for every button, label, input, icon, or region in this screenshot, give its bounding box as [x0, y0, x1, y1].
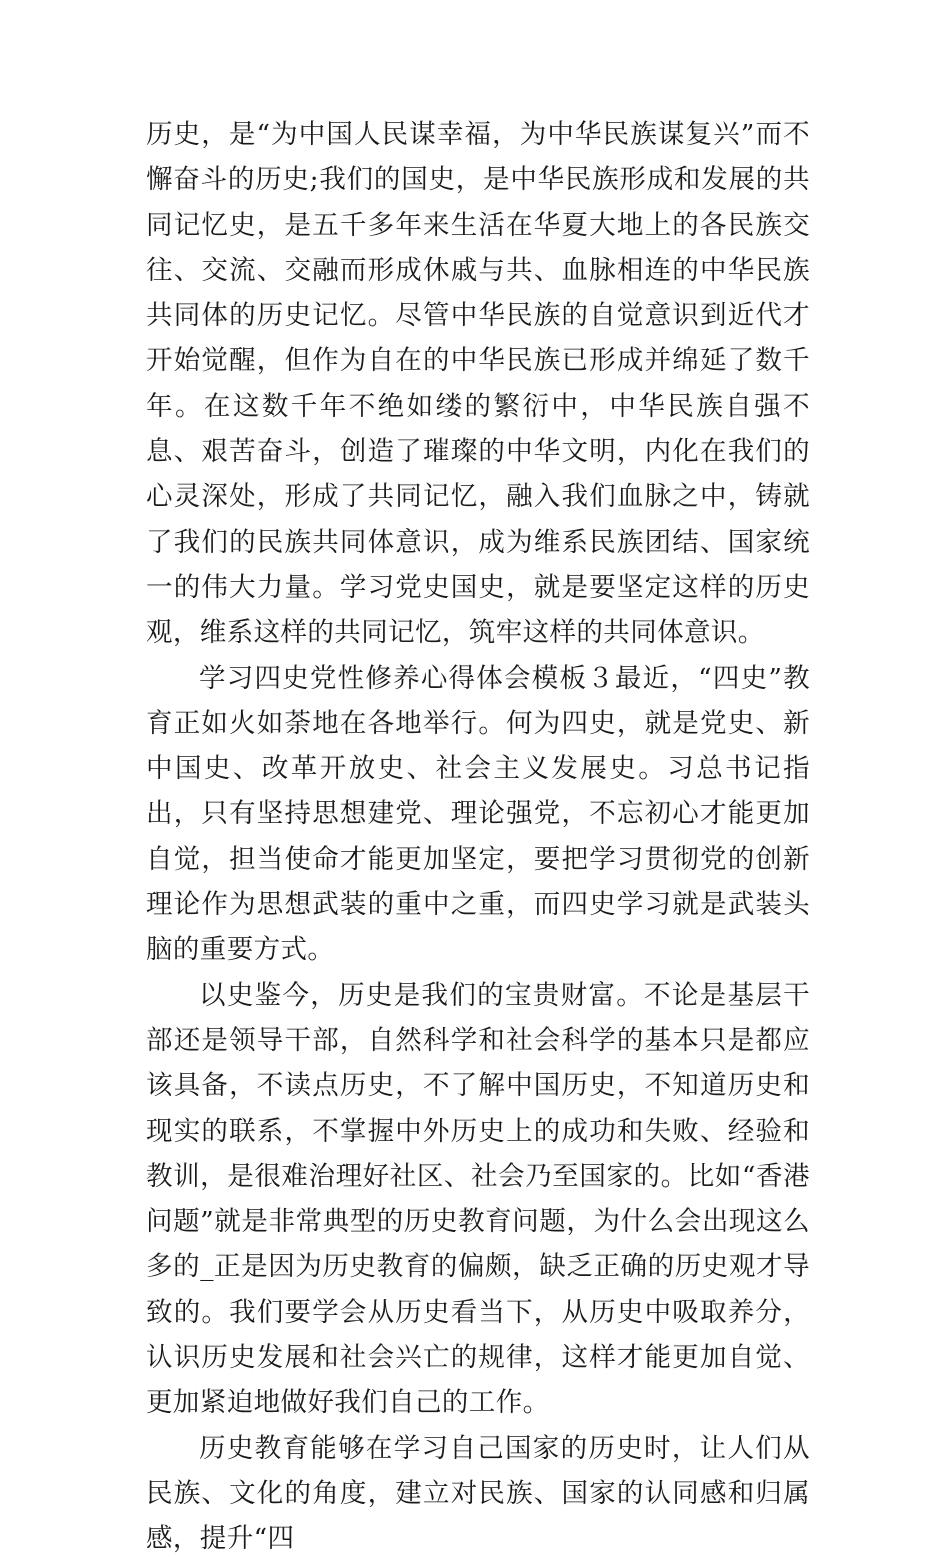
paragraph-1: 历史，是“为中国人民谋幸福，为中华民族谋复兴”而不懈奋斗的历史;我们的国史，是中华民族形成和发展的共同记忆史，是五千多年来生活在华夏大地上的各民族交往、交流、交融而形成休戚与共、血脉相连的中华民族共同体的历史记忆。尽管中华民族的自觉意识到近代才开始觉醒，但作为自在的中华民族已形成并绵延了数千年。在这数千年不绝如缕的繁衍中，中华民族自强不息、艰苦奋斗，创造了璀璨的中华文明，内化在我们的心灵深处，形成了共同记忆，融入我们血脉之中，铸就了我们的民族共同体意识，成为维系民族团结、国家统一的伟大力量。学习党史国史，就是要坚定这样的历史观，维系这样的共同记忆，筑牢这样的共同体意识。 [146, 119, 810, 649]
paragraph-2: 学习四史党性修养心得体会模板３最近，“四史”教育正如火如荼地在各地举行。何为四史，就是党史、新中国史、改革开放史、社会主义发展史。习总书记指出，只有坚持思想建党、理论强党，不忘初心才能更加自觉，担当使命才能更加坚定，要把学习贯彻党的创新理论作为思想武装的重中之重，而四史学习就是武装头脑的重要方式。 [146, 662, 810, 966]
paragraph-3: 以史鉴今，历史是我们的宝贵财富。不论是基层干部还是领导干部，自然科学和社会科学的基本只是都应该具备，不读点历史，不了解中国历史，不知道历史和现实的联系，不掌握中外历史上的成功和失败、经验和教训，是很难治理好社区、社会乃至国家的。比如“香港问题”就是非常典型的历史教育问题，为什么会出现这么多的_正是因为历史教育的偏颇，缺乏正确的历史观才导致的。我们要学会从历史看当下，从历史中吸取养分，认识历史发展和社会兴亡的规律，这样才能更加自觉、更加紧迫地做好我们自己的工作。 [146, 979, 810, 1419]
body-text [146, 112, 810, 1562]
paragraph-4: 历史教育能够在学习自己国家的历史时，让人们从民族、文化的角度，建立对民族、国家的认同感和归属感，提升“四 [146, 1432, 810, 1555]
